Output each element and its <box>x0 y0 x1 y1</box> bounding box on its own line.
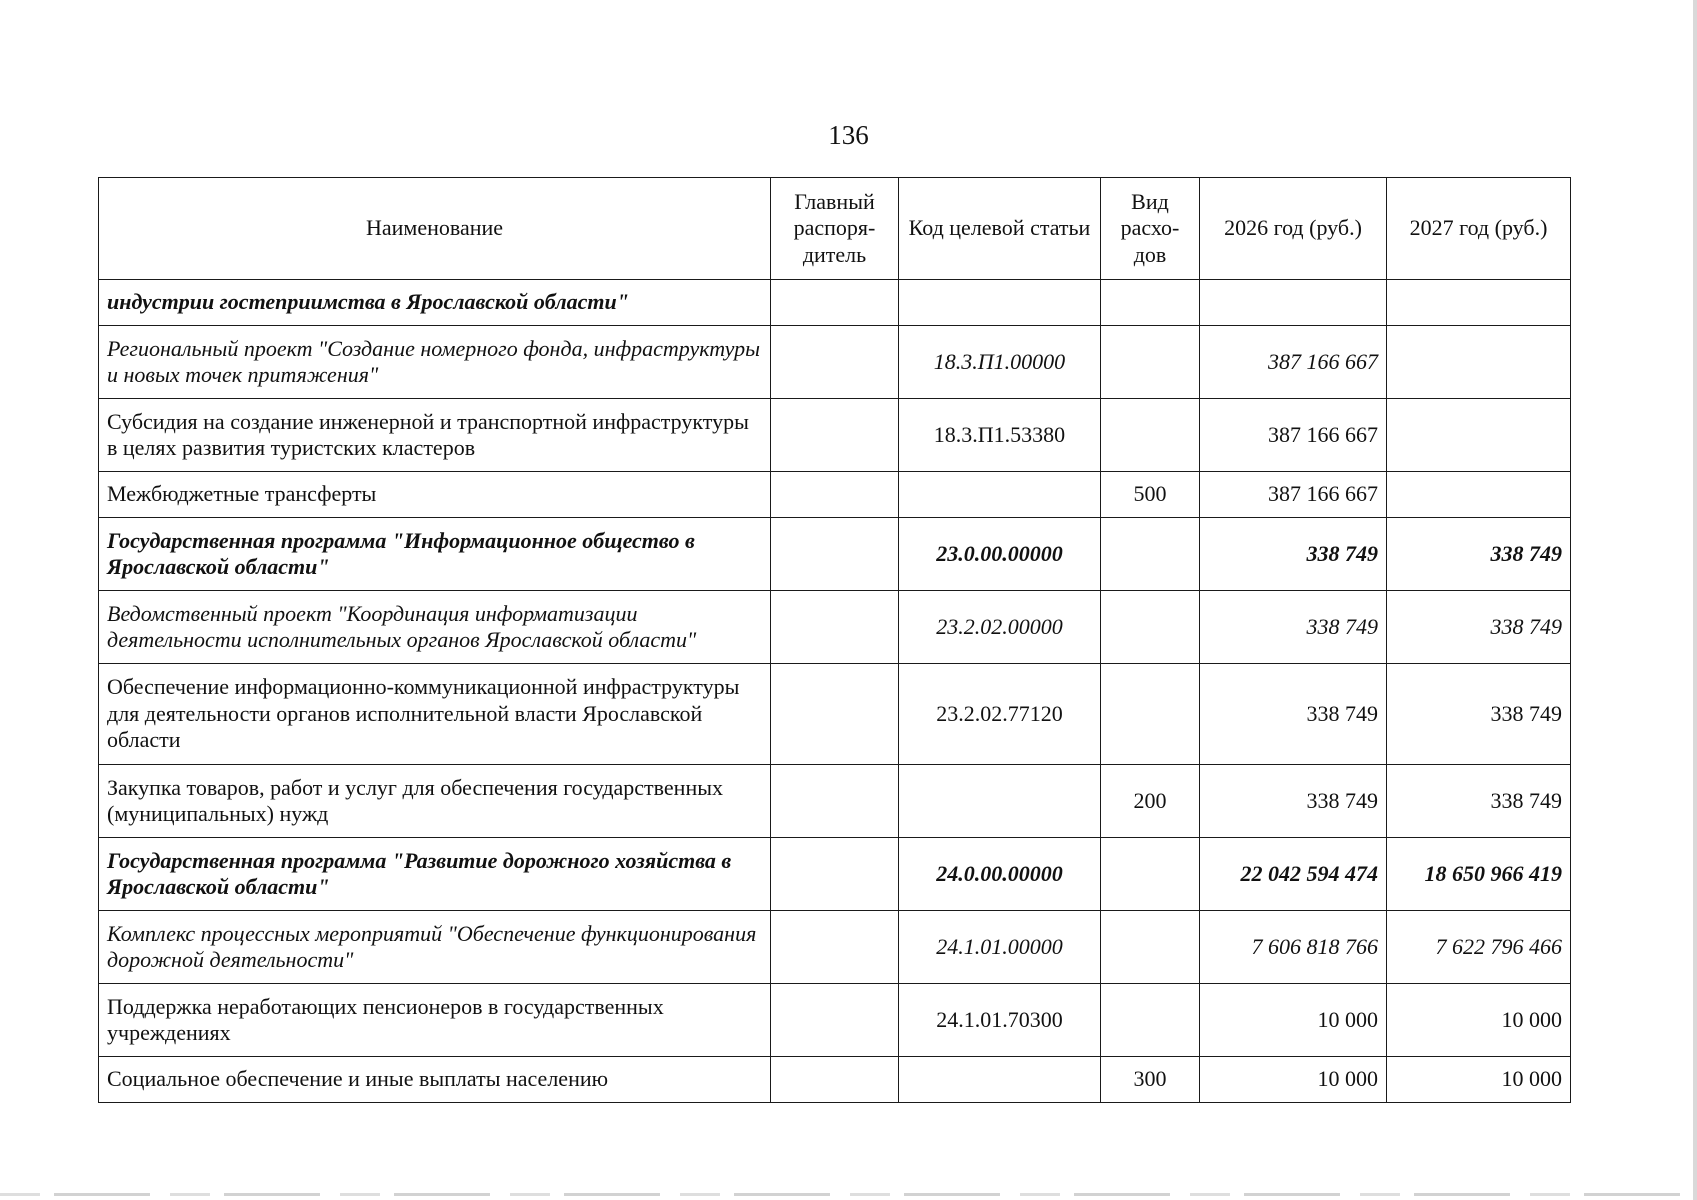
header-expense-kind: Вид расхо-дов <box>1101 178 1200 280</box>
table-row <box>99 326 1571 399</box>
header-name: Наименование <box>99 178 771 280</box>
cell-year-2026: 338 749 <box>1200 765 1387 838</box>
page-number: 136 <box>828 120 869 150</box>
header-year-2027: 2027 год (руб.) <box>1387 178 1571 280</box>
cell-target-code: 24.1.01.70300 <box>899 984 1101 1057</box>
cell-expense-kind <box>1101 399 1200 472</box>
cell-target-code: 18.3.П1.00000 <box>899 326 1101 399</box>
cell-target-code: 23.2.02.00000 <box>899 591 1101 664</box>
cell-expense-kind: 500 <box>1101 472 1200 518</box>
cell-expense-kind: 200 <box>1101 765 1200 838</box>
cell-name: Ведомственный проект "Координация информатизации деятельности исполнительных органов Ярославской области" <box>99 591 771 664</box>
cell-expense-kind <box>1101 280 1200 326</box>
cell-name: Поддержка неработающих пенсионеров в государственных учреждениях <box>99 984 771 1057</box>
cell-year-2026: 338 749 <box>1200 518 1387 591</box>
budget-table <box>98 177 1571 1103</box>
cell-expense-kind <box>1101 326 1200 399</box>
cell-expense-kind <box>1101 838 1200 911</box>
cell-main-manager <box>771 399 899 472</box>
cell-expense-kind: 300 <box>1101 1057 1200 1103</box>
cell-year-2027: 338 749 <box>1387 664 1571 765</box>
cell-year-2026: 338 749 <box>1200 664 1387 765</box>
cell-main-manager <box>771 838 899 911</box>
table-header-row <box>99 178 1571 280</box>
cell-expense-kind <box>1101 664 1200 765</box>
cell-year-2026: 10 000 <box>1200 984 1387 1057</box>
cell-name: Закупка товаров, работ и услуг для обеспечения государственных (муниципальных) нужд <box>99 765 771 838</box>
cell-year-2027: 338 749 <box>1387 518 1571 591</box>
table-row <box>99 399 1571 472</box>
cell-target-code <box>899 280 1101 326</box>
cell-year-2027: 18 650 966 419 <box>1387 838 1571 911</box>
cell-main-manager <box>771 326 899 399</box>
cell-target-code: 24.1.01.00000 <box>899 911 1101 984</box>
cell-year-2026: 387 166 667 <box>1200 472 1387 518</box>
table-row <box>99 280 1571 326</box>
cell-expense-kind <box>1101 984 1200 1057</box>
table-row <box>99 591 1571 664</box>
cell-main-manager <box>771 911 899 984</box>
cell-target-code: 18.3.П1.53380 <box>899 399 1101 472</box>
table-row <box>99 1057 1571 1103</box>
cell-year-2026: 338 749 <box>1200 591 1387 664</box>
cell-year-2026: 387 166 667 <box>1200 399 1387 472</box>
cell-main-manager <box>771 664 899 765</box>
cell-target-code <box>899 1057 1101 1103</box>
cell-year-2026: 22 042 594 474 <box>1200 838 1387 911</box>
cell-expense-kind <box>1101 518 1200 591</box>
table-row <box>99 838 1571 911</box>
cell-main-manager <box>771 765 899 838</box>
cell-name: Социальное обеспечение и иные выплаты населению <box>99 1057 771 1103</box>
scan-artifact-line <box>0 1193 1697 1196</box>
cell-main-manager <box>771 591 899 664</box>
cell-name: Государственная программа "Информационное общество в Ярославской области" <box>99 518 771 591</box>
cell-main-manager <box>771 280 899 326</box>
cell-target-code: 24.0.00.00000 <box>899 838 1101 911</box>
cell-target-code <box>899 765 1101 838</box>
header-target-code: Код целевой статьи <box>899 178 1101 280</box>
cell-year-2027: 338 749 <box>1387 591 1571 664</box>
cell-target-code: 23.0.00.00000 <box>899 518 1101 591</box>
cell-name: Обеспечение информационно-коммуникационной инфраструктуры для деятельности органов исполнительной власти Ярославской области <box>99 664 771 765</box>
cell-name: Комплекс процессных мероприятий "Обеспечение функционирования дорожной деятельности" <box>99 911 771 984</box>
cell-name: Межбюджетные трансферты <box>99 472 771 518</box>
cell-name: индустрии гостеприимства в Ярославской области" <box>99 280 771 326</box>
cell-year-2027: 10 000 <box>1387 984 1571 1057</box>
cell-year-2026: 7 606 818 766 <box>1200 911 1387 984</box>
table-row <box>99 911 1571 984</box>
cell-year-2027 <box>1387 472 1571 518</box>
cell-year-2026: 387 166 667 <box>1200 326 1387 399</box>
cell-name: Региональный проект "Создание номерного фонда, инфраструктуры и новых точек притяжения" <box>99 326 771 399</box>
table-row <box>99 664 1571 765</box>
cell-target-code: 23.2.02.77120 <box>899 664 1101 765</box>
cell-year-2027: 338 749 <box>1387 765 1571 838</box>
header-year-2026: 2026 год (руб.) <box>1200 178 1387 280</box>
scan-artifact-edge <box>1693 0 1697 1200</box>
cell-year-2027: 10 000 <box>1387 1057 1571 1103</box>
header-main-manager: Главный распоря-дитель <box>771 178 899 280</box>
cell-year-2027 <box>1387 399 1571 472</box>
table-body <box>99 280 1571 1103</box>
cell-target-code <box>899 472 1101 518</box>
table-row <box>99 472 1571 518</box>
cell-main-manager <box>771 1057 899 1103</box>
cell-expense-kind <box>1101 911 1200 984</box>
cell-main-manager <box>771 518 899 591</box>
cell-year-2027 <box>1387 280 1571 326</box>
cell-main-manager <box>771 984 899 1057</box>
table-row <box>99 984 1571 1057</box>
cell-main-manager <box>771 472 899 518</box>
cell-year-2027: 7 622 796 466 <box>1387 911 1571 984</box>
table-row <box>99 765 1571 838</box>
cell-year-2026 <box>1200 280 1387 326</box>
cell-year-2026: 10 000 <box>1200 1057 1387 1103</box>
cell-expense-kind <box>1101 591 1200 664</box>
cell-year-2027 <box>1387 326 1571 399</box>
cell-name: Субсидия на создание инженерной и транспортной инфраструктуры в целях развития туристских кластеров <box>99 399 771 472</box>
cell-name: Государственная программа "Развитие дорожного хозяйства в Ярославской области" <box>99 838 771 911</box>
table-row <box>99 518 1571 591</box>
